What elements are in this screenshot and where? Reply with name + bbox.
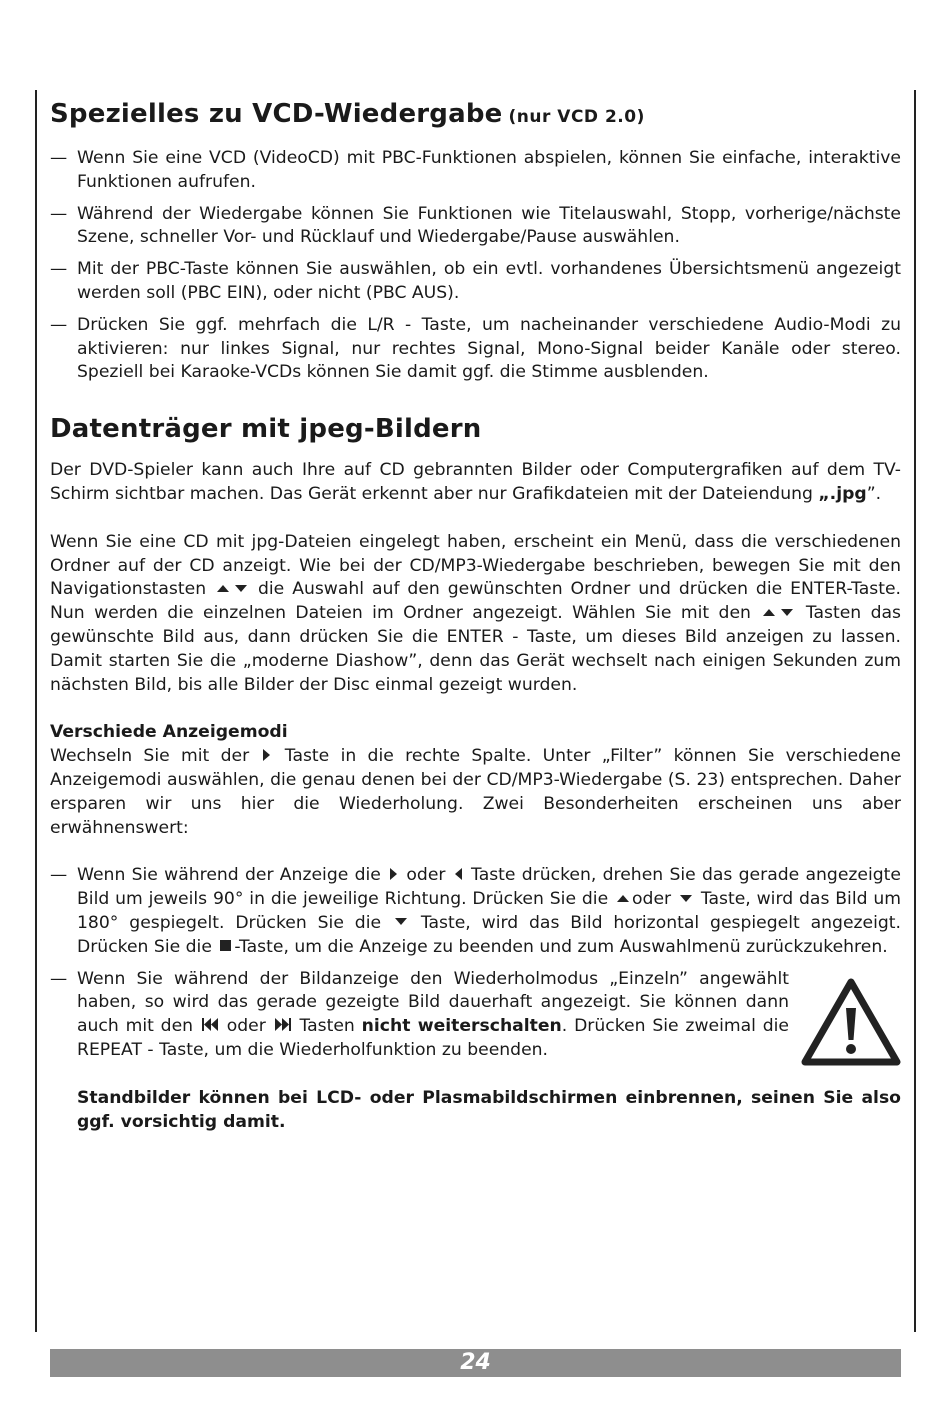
list-item-text: Taste, wird das Bild um 180° gespiegelt. Drücken Sie die	[77, 889, 902, 933]
vcd-title-note: (nur VCD 2.0)	[508, 107, 645, 127]
para-text: Wenn Sie eine CD mit jpg-Dateien eingelegt haben, erscheint ein Menü, dass die verschiedenen Ordner auf der CD anzeigt. Wie bei der CD/MP3-Wiedergabe beschrieben, bewegen Sie mit den Navigationstasten	[50, 531, 901, 600]
list-item-text: Taste, wird das Bild horizontal gespiegelt angezeigt. Drücken Sie die	[77, 912, 902, 957]
list-item	[50, 258, 901, 306]
para-text: Tasten das gewünschte Bild aus, dann drücken Sie die ENTER - Taste, um dieses Bild anzeigen zu lassen. Damit starten Sie die „moderne Diashow”, denn das Gerät wechselt nach einigen Sekunden zum nächsten Bild, bis alle Bilder der Disc einmal gezeigt wurden.	[50, 603, 902, 695]
list-item-text: Während der Wiedergabe können Sie Funktionen wie Titelauswahl, Stopp, vorherige/nächste Szene, schneller Vor- und Rücklauf und Wiedergabe/Pause auswählen.	[77, 203, 901, 248]
warning-triangle-icon	[801, 978, 901, 1066]
vcd-title-text: Spezielles zu VCD-Wiedergabe	[50, 99, 503, 129]
subheading-display-modes: Verschiede Anzeigemodi	[50, 722, 288, 743]
left-margin-rule	[35, 90, 37, 1332]
burn-in-warning: Standbilder können bei LCD- oder Plasmabildschirmen einbrennen, seinen Sie also ggf. vorsichtig damit.	[77, 1087, 901, 1132]
list-item	[50, 203, 901, 251]
page-content	[50, 96, 901, 1134]
triangle-left-icon	[455, 868, 462, 880]
list-item-text: . Drücken Sie zweimal die REPEAT - Taste, um die Wiederholfunktion zu beenden.	[77, 1016, 789, 1060]
triangle-down-icon	[395, 918, 407, 925]
triangle-up-icon	[763, 609, 775, 616]
jpeg-navigation-paragraph	[50, 531, 901, 698]
dash-icon: —	[50, 259, 68, 280]
list-item-text: Wenn Sie während der Bildanzeige den Wiederholmodus „Einzeln” angewählt haben, so wird das gerade gezeigte Bild dauerhaft angezeigt. Sie können dann auch mit den	[77, 968, 789, 1037]
list-item-text: Taste drücken, drehen Sie das gerade angezeigte Bild um jeweils 90° in die jeweilige Richtung. Drücken Sie die	[77, 865, 901, 910]
footer-bar	[50, 1349, 901, 1377]
para-text: die Auswahl auf den gewünschten Ordner und drücken die ENTER-Taste. Nun werden die einzelnen Dateien im Ordner angezeigt. Wählen Sie mit den	[50, 579, 901, 624]
page-number: 24	[460, 1350, 491, 1375]
list-item-repeat	[50, 968, 789, 1063]
right-margin-rule	[914, 90, 916, 1332]
jpeg-intro	[50, 459, 901, 507]
jpg-extension: „.jpg	[818, 483, 867, 504]
vcd-list	[50, 147, 901, 385]
dash-icon: —	[50, 865, 68, 886]
para-text: Taste in die rechte Spalte. Unter „Filter” können Sie verschiedene Anzeigemodi auswählen, die genau denen bei der CD/MP3-Wiedergabe (S. 23) entsprechen. Daher ersparen wir uns hier die Wiederholung. Zwei Besonderheiten erscheinen uns aber erwähnenswert:	[50, 746, 902, 838]
list-item-text: Wenn Sie eine VCD (VideoCD) mit PBC-Funktionen abspielen, können Sie einfache, interaktive Funktionen aufrufen.	[77, 148, 901, 192]
list-item-text: -Taste, um die Anzeige zu beenden und zum Auswahlmenü zurückzukehren.	[234, 936, 888, 957]
dash-icon: —	[50, 148, 68, 168]
list-item-rotate	[50, 864, 901, 959]
triangle-down-icon	[781, 609, 793, 616]
triangle-down-icon	[680, 895, 692, 902]
list-item	[50, 147, 901, 195]
list-item-text: oder	[406, 865, 446, 886]
dash-icon: —	[50, 203, 68, 224]
section-title-vcd	[50, 96, 901, 135]
stop-square-icon	[220, 940, 231, 951]
section-title-jpeg: Datenträger mit jpeg-Bildern	[50, 414, 482, 445]
dash-icon: —	[50, 314, 68, 335]
triangle-up-icon	[617, 895, 629, 902]
jpeg-intro-text: Der DVD-Spieler kann auch Ihre auf CD gebrannten Bilder oder Computergrafiken auf dem TV-Schirm sichtbar machen. Das Gerät erkennt aber nur Grafikdateien mit der Dateiendung	[50, 460, 901, 504]
dash-icon: —	[50, 968, 68, 989]
list-item-text: oder	[632, 889, 672, 910]
list-item-text: Wenn Sie während der Anzeige die	[77, 865, 381, 886]
jpeg-intro-end: ”.	[866, 483, 882, 504]
list-item-text: oder	[226, 1016, 266, 1037]
triangle-up-icon	[217, 585, 229, 592]
para-text: Wechseln Sie mit der	[50, 746, 250, 767]
triangle-right-icon	[390, 868, 397, 880]
triangle-right-icon	[263, 749, 270, 761]
emphasis-text: nicht weiterschalten	[361, 1016, 562, 1037]
repeat-warning-block	[50, 968, 901, 1063]
list-item-text: Drücken Sie ggf. mehrfach die L/R - Taste, um nacheinander verschiedene Audio-Modi zu aktivieren: nur linkes Signal, nur rechtes Signal, Mono-Signal beider Kanäle oder stereo. Speziell bei Karaoke-VCDs können Sie damit ggf. die Stimme ausblenden.	[77, 314, 901, 383]
list-item	[50, 314, 901, 385]
list-item-text: Mit der PBC-Taste können Sie auswählen, ob ein evtl. vorhandenes Übersichtsmenü angezeigt werden soll (PBC EIN), oder nicht (PBC AUS).	[77, 259, 901, 303]
triangle-down-icon	[235, 585, 247, 592]
skip-previous-icon	[202, 1018, 218, 1031]
display-modes-paragraph	[50, 745, 901, 840]
skip-next-icon	[275, 1018, 291, 1031]
list-item-text: Tasten	[299, 1016, 355, 1037]
